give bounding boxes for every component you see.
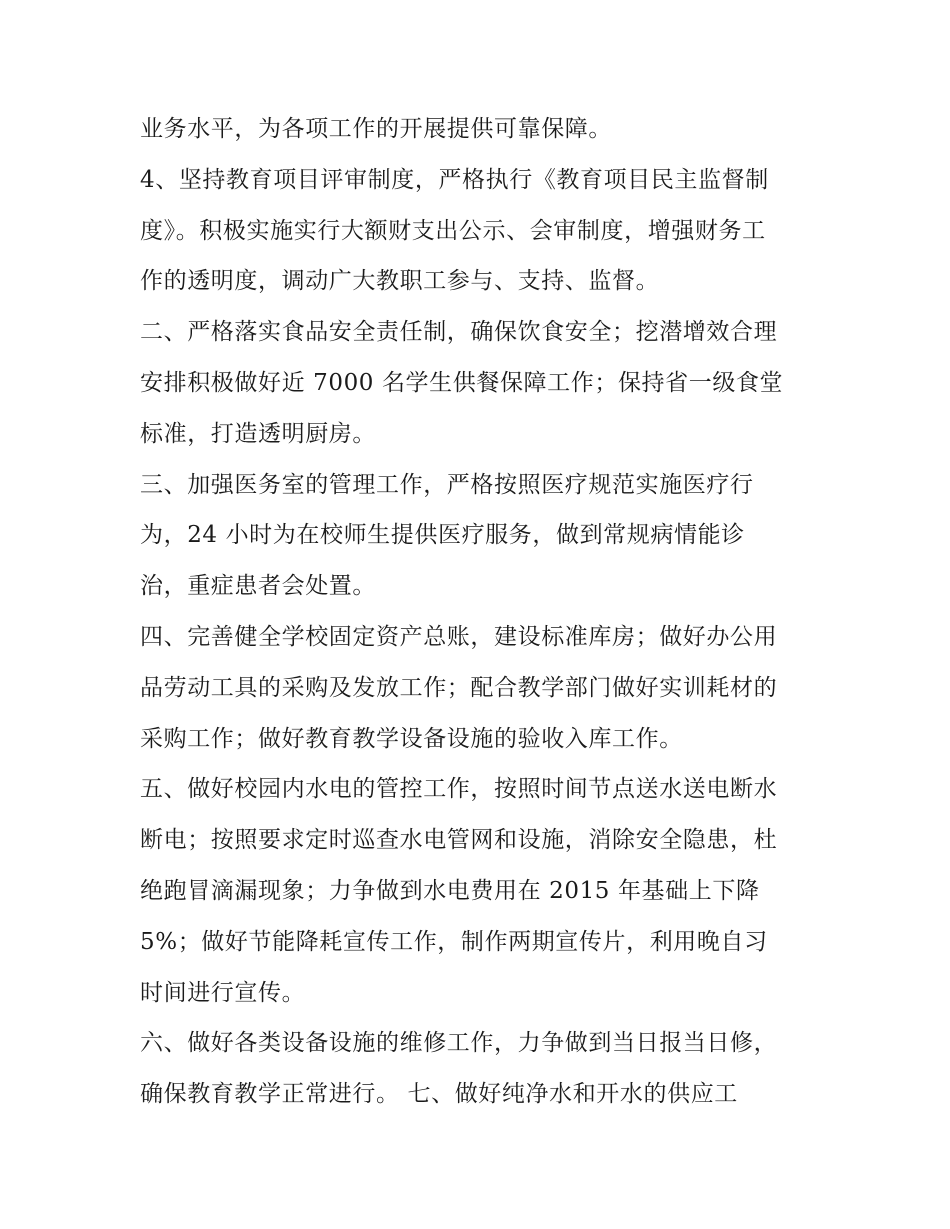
text-line: 业务水平，为各项工作的开展提供可靠保障。 [140, 116, 612, 142]
text-line: 六、做好各类设备设施的维修工作，力争做到当日报当日修， [140, 1030, 778, 1057]
text-line: 标准，打造透明厨房。 [140, 420, 376, 447]
text-line: 治，重症患者会处置。 [140, 573, 376, 600]
text-line: 4、坚持教育项目评审制度，严格执行《教育项目民主监督制 [140, 166, 769, 193]
text-line: 安排积极做好近 7000 名学生供餐保障工作；保持省一级食堂 [140, 369, 784, 396]
text-line: 断电；按照要求定时巡查水电管网和设施，消除安全隐患，杜 [140, 827, 778, 854]
text-line: 采购工作；做好教育教学设备设施的验收入库工作。 [140, 725, 683, 752]
text-line: 三、加强医务室的管理工作，严格按照医疗规范实施医疗行 [140, 471, 754, 498]
text-line: 二、严格落实食品安全责任制，确保饮食安全；挖潜增效合理 [140, 319, 778, 346]
text-line: 5%；做好节能降耗宣传工作，制作两期宣传片，利用晚自习 [140, 928, 768, 955]
text-line: 绝跑冒滴漏现象；力争做到水电费用在 2015 年基础上下降 [140, 877, 760, 904]
text-line: 为，24 小时为在校师生提供医疗服务，做到常规病情能诊 [140, 522, 745, 549]
text-line: 作的透明度，调动广大教职工参与、支持、监督。 [140, 268, 660, 295]
text-line: 确保教育教学正常进行。 七、做好纯净水和开水的供应工 [140, 1081, 738, 1108]
text-line: 四、完善健全学校固定资产总账，建设标准库房；做好办公用 [140, 623, 778, 650]
document-body [140, 104, 830, 1120]
text-line: 度》。积极实施实行大额财支出公示、会审制度，增强财务工 [140, 217, 766, 244]
text-line: 时间进行宣传。 [140, 979, 306, 1006]
text-line: 品劳动工具的采购及发放工作；配合教学部门做好实训耗材的 [140, 674, 778, 701]
text-line: 五、做好校园内水电的管控工作，按照时间节点送水送电断水 [140, 776, 778, 803]
